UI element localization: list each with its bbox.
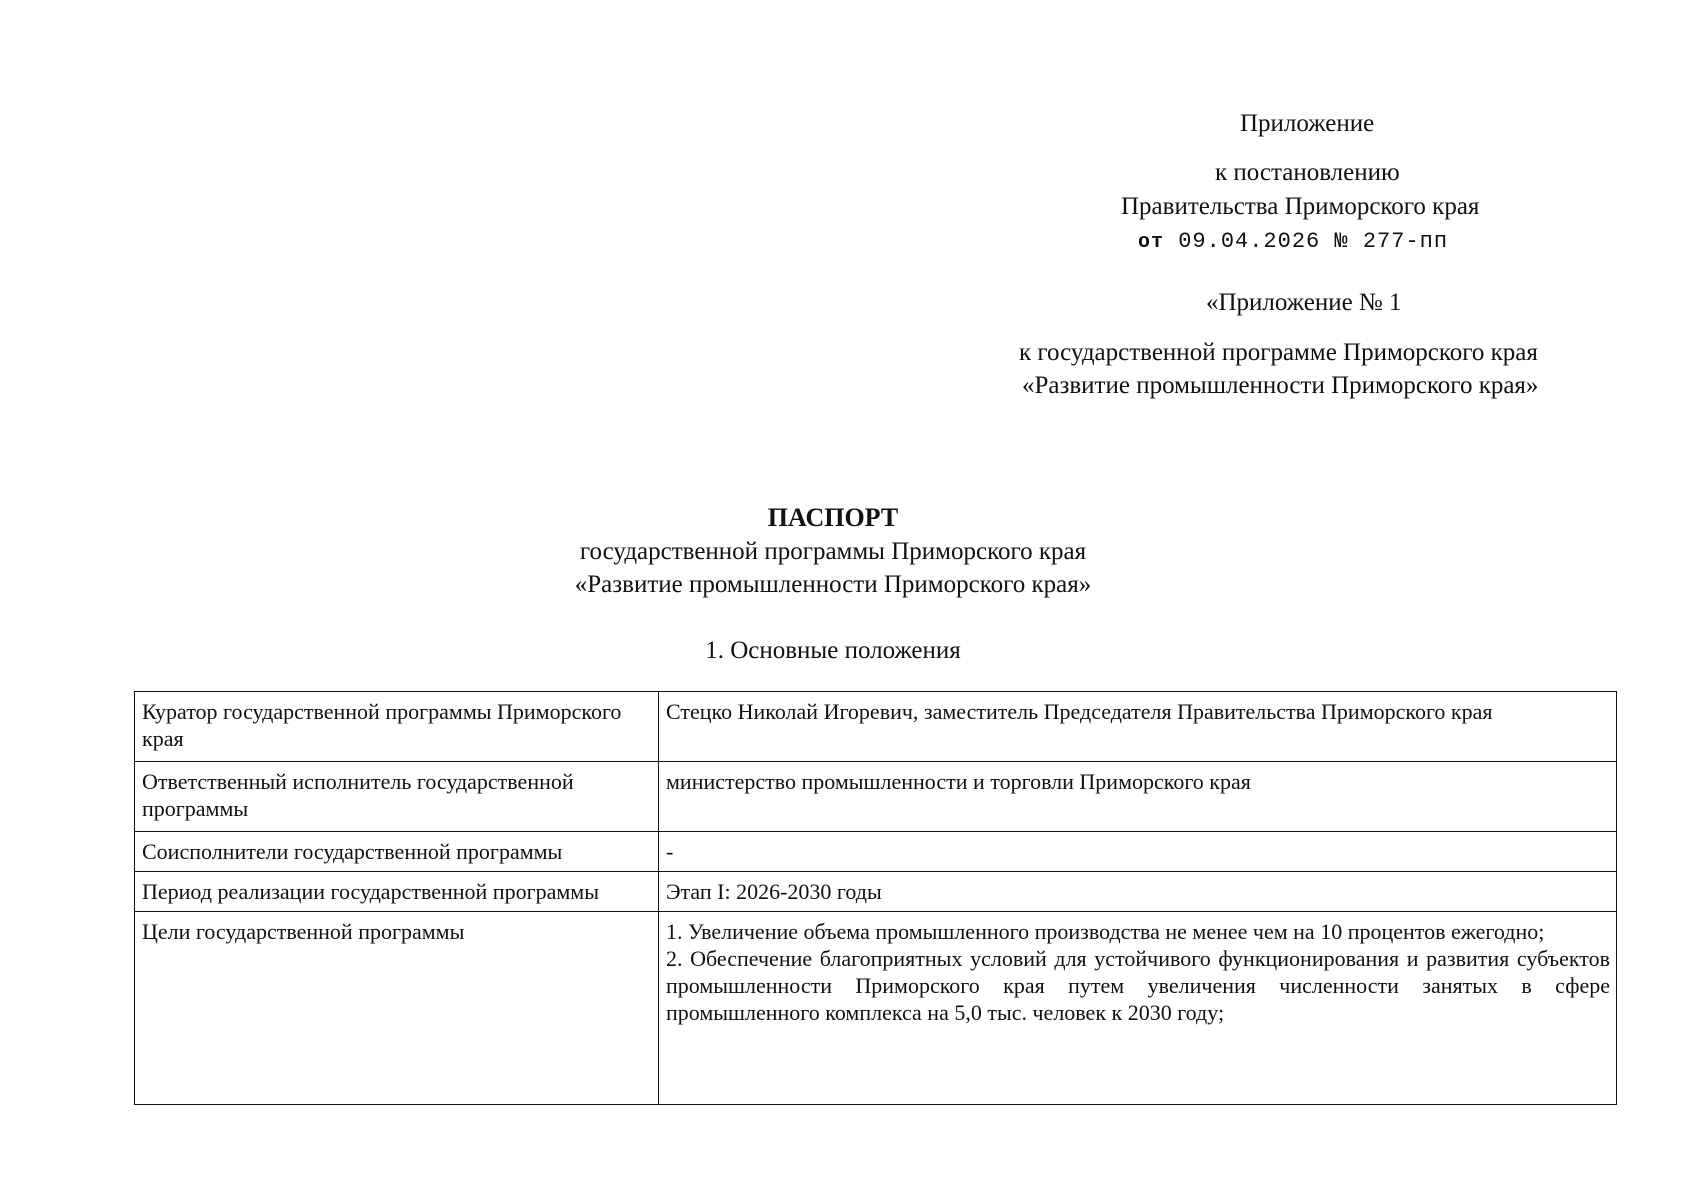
table-row (135, 762, 1617, 832)
goal-item: 1. Увеличение объема промышленного производства не менее чем на 10 процентов ежегодно; (666, 919, 1545, 944)
passport-heading: ПАСПОРТ (767, 503, 899, 532)
table-row (135, 912, 1617, 1105)
row-key: Ответственный исполнитель государственной программы (135, 762, 659, 832)
row-key: Цели государственной программы (135, 912, 659, 1105)
goal-item: 2. Обеспечение благоприятных условий для устойчивого функционирования и развития субъектов промышленности Приморского края путем увеличения численности занятых в сфере промышленного комплекса на 5,0 тыс. человек к 2030 году; (666, 946, 1610, 1025)
table-row (135, 692, 1617, 762)
row-value: министерство промышленности и торговли Приморского края (659, 762, 1617, 832)
date-prefix: от (1138, 231, 1165, 254)
row-value: - (659, 832, 1617, 872)
date-number: 09.04.2026 № 277-пп (1178, 229, 1449, 254)
date-stamp (1138, 227, 1448, 258)
table-row (135, 872, 1617, 912)
row-key: Куратор государственной программы Приморского края (135, 692, 659, 762)
program-name: «Развитие промышленности Приморского края» (1022, 372, 1539, 399)
title-line-2: «Развитие промышленности Приморского края» (574, 571, 1092, 598)
appendix-label: Приложение (1240, 110, 1375, 137)
passport-table (134, 691, 1617, 1105)
to-program: к государственной программе Приморского края (1019, 339, 1538, 366)
row-value: Этап I: 2026-2030 годы (659, 872, 1617, 912)
appendix-number: «Приложение № 1 (1206, 289, 1402, 316)
row-key: Период реализации государственной программы (135, 872, 659, 912)
row-key: Соисполнители государственной программы (135, 832, 659, 872)
title-line-1: государственной программы Приморского края (579, 538, 1087, 565)
section-heading: 1. Основные положения (705, 637, 961, 664)
goals-cell (659, 912, 1617, 1105)
row-value: Стецко Николай Игоревич, заместитель Председателя Правительства Приморского края (659, 692, 1617, 762)
table-row (135, 832, 1617, 872)
to-resolution: к постановлению (1215, 159, 1400, 186)
government-line: Правительства Приморского края (1121, 193, 1480, 220)
